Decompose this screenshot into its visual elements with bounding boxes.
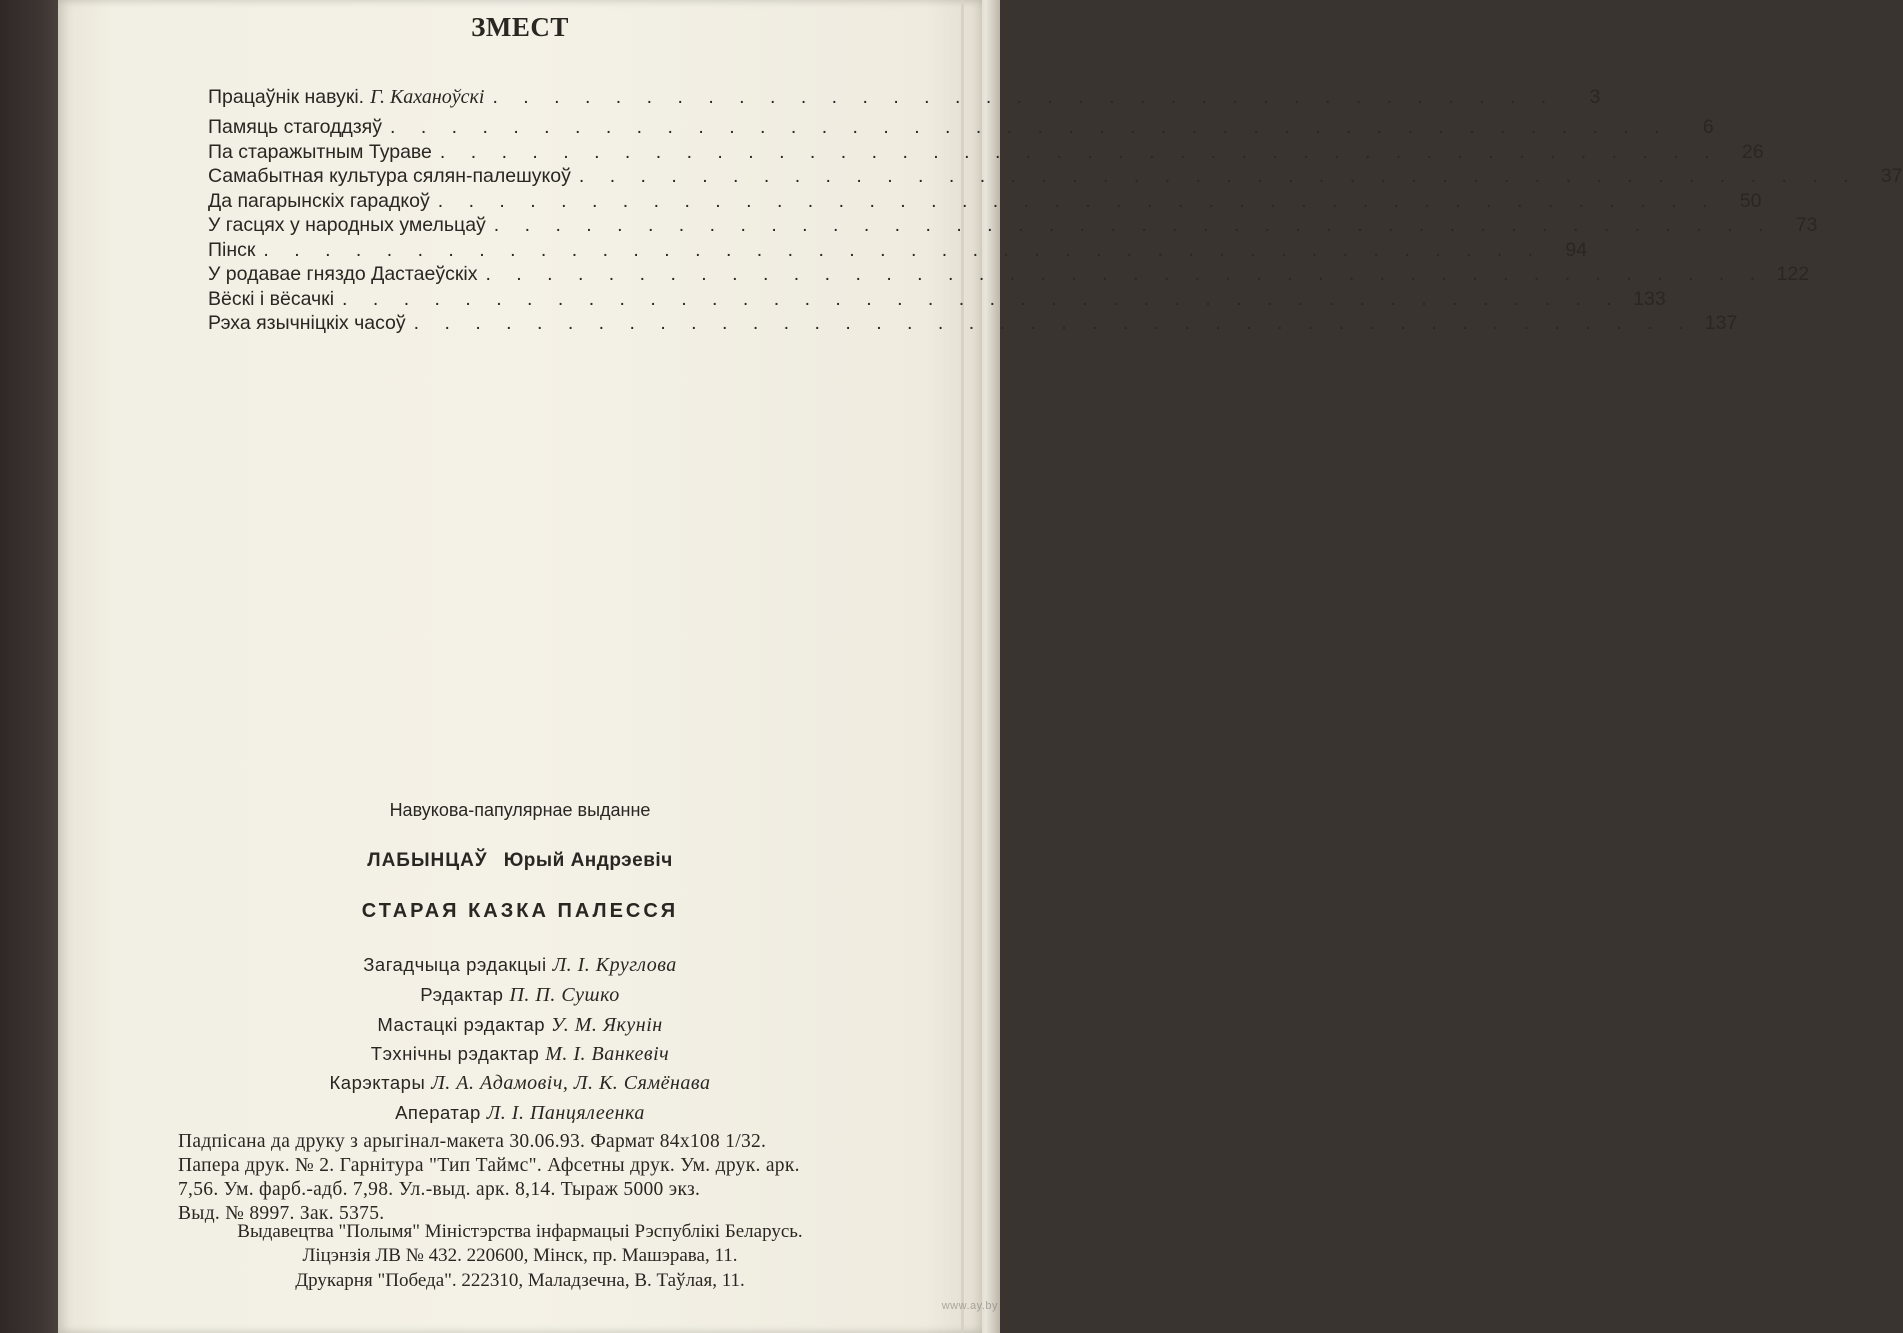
toc-title: ЗМЕСТ bbox=[471, 12, 569, 42]
toc-entry bbox=[208, 263, 1810, 288]
toc-entry-page: 94 bbox=[1565, 238, 1588, 261]
publisher-line: Выдавецтва "Полымя" Міністэрства інфармацыі Рэспублікі Беларусь. bbox=[237, 1221, 803, 1242]
toc-entry bbox=[208, 165, 1903, 190]
publisher-info bbox=[58, 1220, 982, 1268]
credit-line bbox=[58, 1014, 982, 1037]
credit-line bbox=[58, 1043, 982, 1066]
dark-background bbox=[0, 0, 58, 1333]
credit-role: Рэдактар bbox=[420, 984, 504, 1005]
imprint-line: Выд. № 8997. Зак. 5375. bbox=[178, 1203, 385, 1224]
toc-entry-label: У родавае гняздо Дастаеўскіх bbox=[208, 263, 478, 285]
toc-entry bbox=[208, 214, 1818, 239]
toc-entry-page: 73 bbox=[1795, 214, 1818, 236]
toc-entry-label: Памяць стагоддзяў bbox=[208, 116, 382, 138]
credit-name: М. І. Ванкевіч bbox=[545, 1043, 670, 1065]
toc-entry-label: Вёскі і вёсачкі bbox=[208, 287, 335, 310]
toc-leader-dots: . . . . . . . . . . . . . . . . . . . . . . . . . . . . . . . . . . . . . . . . . . bbox=[263, 238, 1544, 261]
toc-leader-dots: . . . . . . . . . . . . . . . . . . . . . . . . . . . . . . . . . . . bbox=[492, 86, 1557, 108]
imprint-line: 7,56. Ум. фарб.-адб. 7,98. Ул.-выд. арк. 8,14. Тыраж 5000 экз. bbox=[178, 1179, 701, 1200]
toc-entry-page: 133 bbox=[1633, 287, 1666, 310]
toc-entry-label: Пінск bbox=[208, 238, 256, 261]
credit-role: Загадчыца рэдакцыі bbox=[363, 954, 547, 975]
imprint-details bbox=[178, 1130, 948, 1226]
toc-entry-author: Г. Каханоўскі bbox=[370, 86, 485, 108]
toc-leader-dots: . . . . . . . . . . . . . . . . . . . . . . . . . . . . . . . . . . . . . . . . . . bbox=[439, 140, 1720, 163]
table-of-contents bbox=[208, 86, 1903, 337]
toc-entry-label: Да пагарынскіх гарадкоў bbox=[208, 189, 430, 212]
toc-entry-label: Самабытная культура сялян-палешукоў bbox=[208, 165, 571, 187]
author-name bbox=[58, 850, 982, 872]
toc-entry-page: 122 bbox=[1776, 263, 1810, 285]
credit-name: Л. І. Панцялеенка bbox=[486, 1102, 645, 1124]
author-given-name: Юрый Андрэевіч bbox=[503, 850, 673, 871]
credit-line bbox=[58, 1102, 982, 1125]
toc-entry bbox=[208, 312, 1738, 337]
imprint-line: Папера друк. № 2. Гарнітура "Тип Таймс". Афсетны друк. Ум. друк. арк. bbox=[178, 1155, 800, 1176]
book-title: СТАРАЯ КАЗКА ПАЛЕССЯ bbox=[361, 900, 679, 922]
credit-role: Тэхнічны рэдактар bbox=[370, 1043, 540, 1064]
watermark: www.ay.by bbox=[941, 1300, 998, 1312]
credit-line bbox=[58, 984, 982, 1007]
toc-leader-dots: . . . . . . . . . . . . . . . . . . . . . . . . . . . . . . . . . . . . . . . . . . bbox=[578, 165, 1859, 187]
edition-type: Навукова-папулярнае выданне bbox=[389, 800, 651, 820]
toc-entry-page: 26 bbox=[1741, 140, 1764, 163]
credit-name: Л. А. Адамовіч, Л. К. Сямёнава bbox=[431, 1072, 711, 1094]
toc-entry bbox=[208, 86, 1601, 116]
credit-line bbox=[58, 1072, 982, 1095]
toc-leader-dots: . . . . . . . . . . . . . . . . . . . . . . . . . . . . . . . . . . . . . . . . . . bbox=[390, 116, 1670, 138]
credit-name: У. М. Якунін bbox=[551, 1014, 663, 1036]
imprint-line: Падпісана да друку з арыгінал-макета 30.06.93. Фармат 84х108 1/32. bbox=[178, 1131, 767, 1152]
author-surname: ЛАБЫНЦАЎ bbox=[367, 850, 488, 871]
credit-name: Л. І. Круглова bbox=[552, 954, 677, 976]
toc-entry-title: Працаўнік навукі. bbox=[208, 86, 365, 108]
toc-entry bbox=[208, 189, 1762, 215]
toc-leader-dots: . . . . . . . . . . . . . . . . . . . . . . . . . . . . . . . . . . . . . . . . . . bbox=[437, 189, 1718, 212]
toc-leader-dots: . . . . . . . . . . . . . . . . . . . . . . . . . . . . . . . . . . . . . . . . . . bbox=[485, 263, 1766, 285]
toc-leader-dots: . . . . . . . . . . . . . . . . . . . . . . . . . . . . . . . . . . . . . . . . . . bbox=[342, 287, 1622, 310]
toc-entry bbox=[208, 238, 1588, 264]
credit-role: Мастацкі рэдактар bbox=[377, 1014, 546, 1035]
credit-line bbox=[58, 954, 982, 977]
toc-entry-page: 50 bbox=[1739, 189, 1762, 212]
toc-entry-label: У гасцях у народных умельцаў bbox=[208, 214, 486, 236]
toc-entry-label: Па старажытным Тураве bbox=[208, 140, 432, 163]
toc-entry bbox=[208, 287, 1666, 313]
credit-role: Аператар bbox=[395, 1102, 481, 1123]
toc-entry-page: 6 bbox=[1702, 116, 1714, 138]
credit-role: Карэктары bbox=[329, 1072, 426, 1093]
printer-info: Друкарня "Победа". 222310, Маладзечна, В. Таўлая, 11. bbox=[295, 1270, 745, 1291]
book-page bbox=[58, 0, 1903, 1333]
toc-entry-label bbox=[208, 86, 484, 109]
publisher-line: Ліцэнзія ЛВ № 432. 220600, Мінск, пр. Машэрава, 11. bbox=[302, 1245, 738, 1266]
toc-entry-page: 3 bbox=[1589, 86, 1601, 108]
toc-leader-dots: . . . . . . . . . . . . . . . . . . . . . . . . . . . . . . . . . . . . . . . . . . bbox=[413, 312, 1694, 334]
toc-entry bbox=[208, 116, 1714, 141]
toc-leader-dots: . . . . . . . . . . . . . . . . . . . . . . . . . . . . . . . . . . . . . . . . . . bbox=[493, 214, 1774, 236]
toc-entry-page: 37 bbox=[1880, 165, 1903, 187]
toc-entry-page: 137 bbox=[1704, 312, 1738, 334]
credit-name: П. П. Сушко bbox=[509, 984, 620, 1006]
toc-entry-label: Рэха язычніцкіх часоў bbox=[208, 312, 406, 334]
toc-entry bbox=[208, 140, 1764, 166]
